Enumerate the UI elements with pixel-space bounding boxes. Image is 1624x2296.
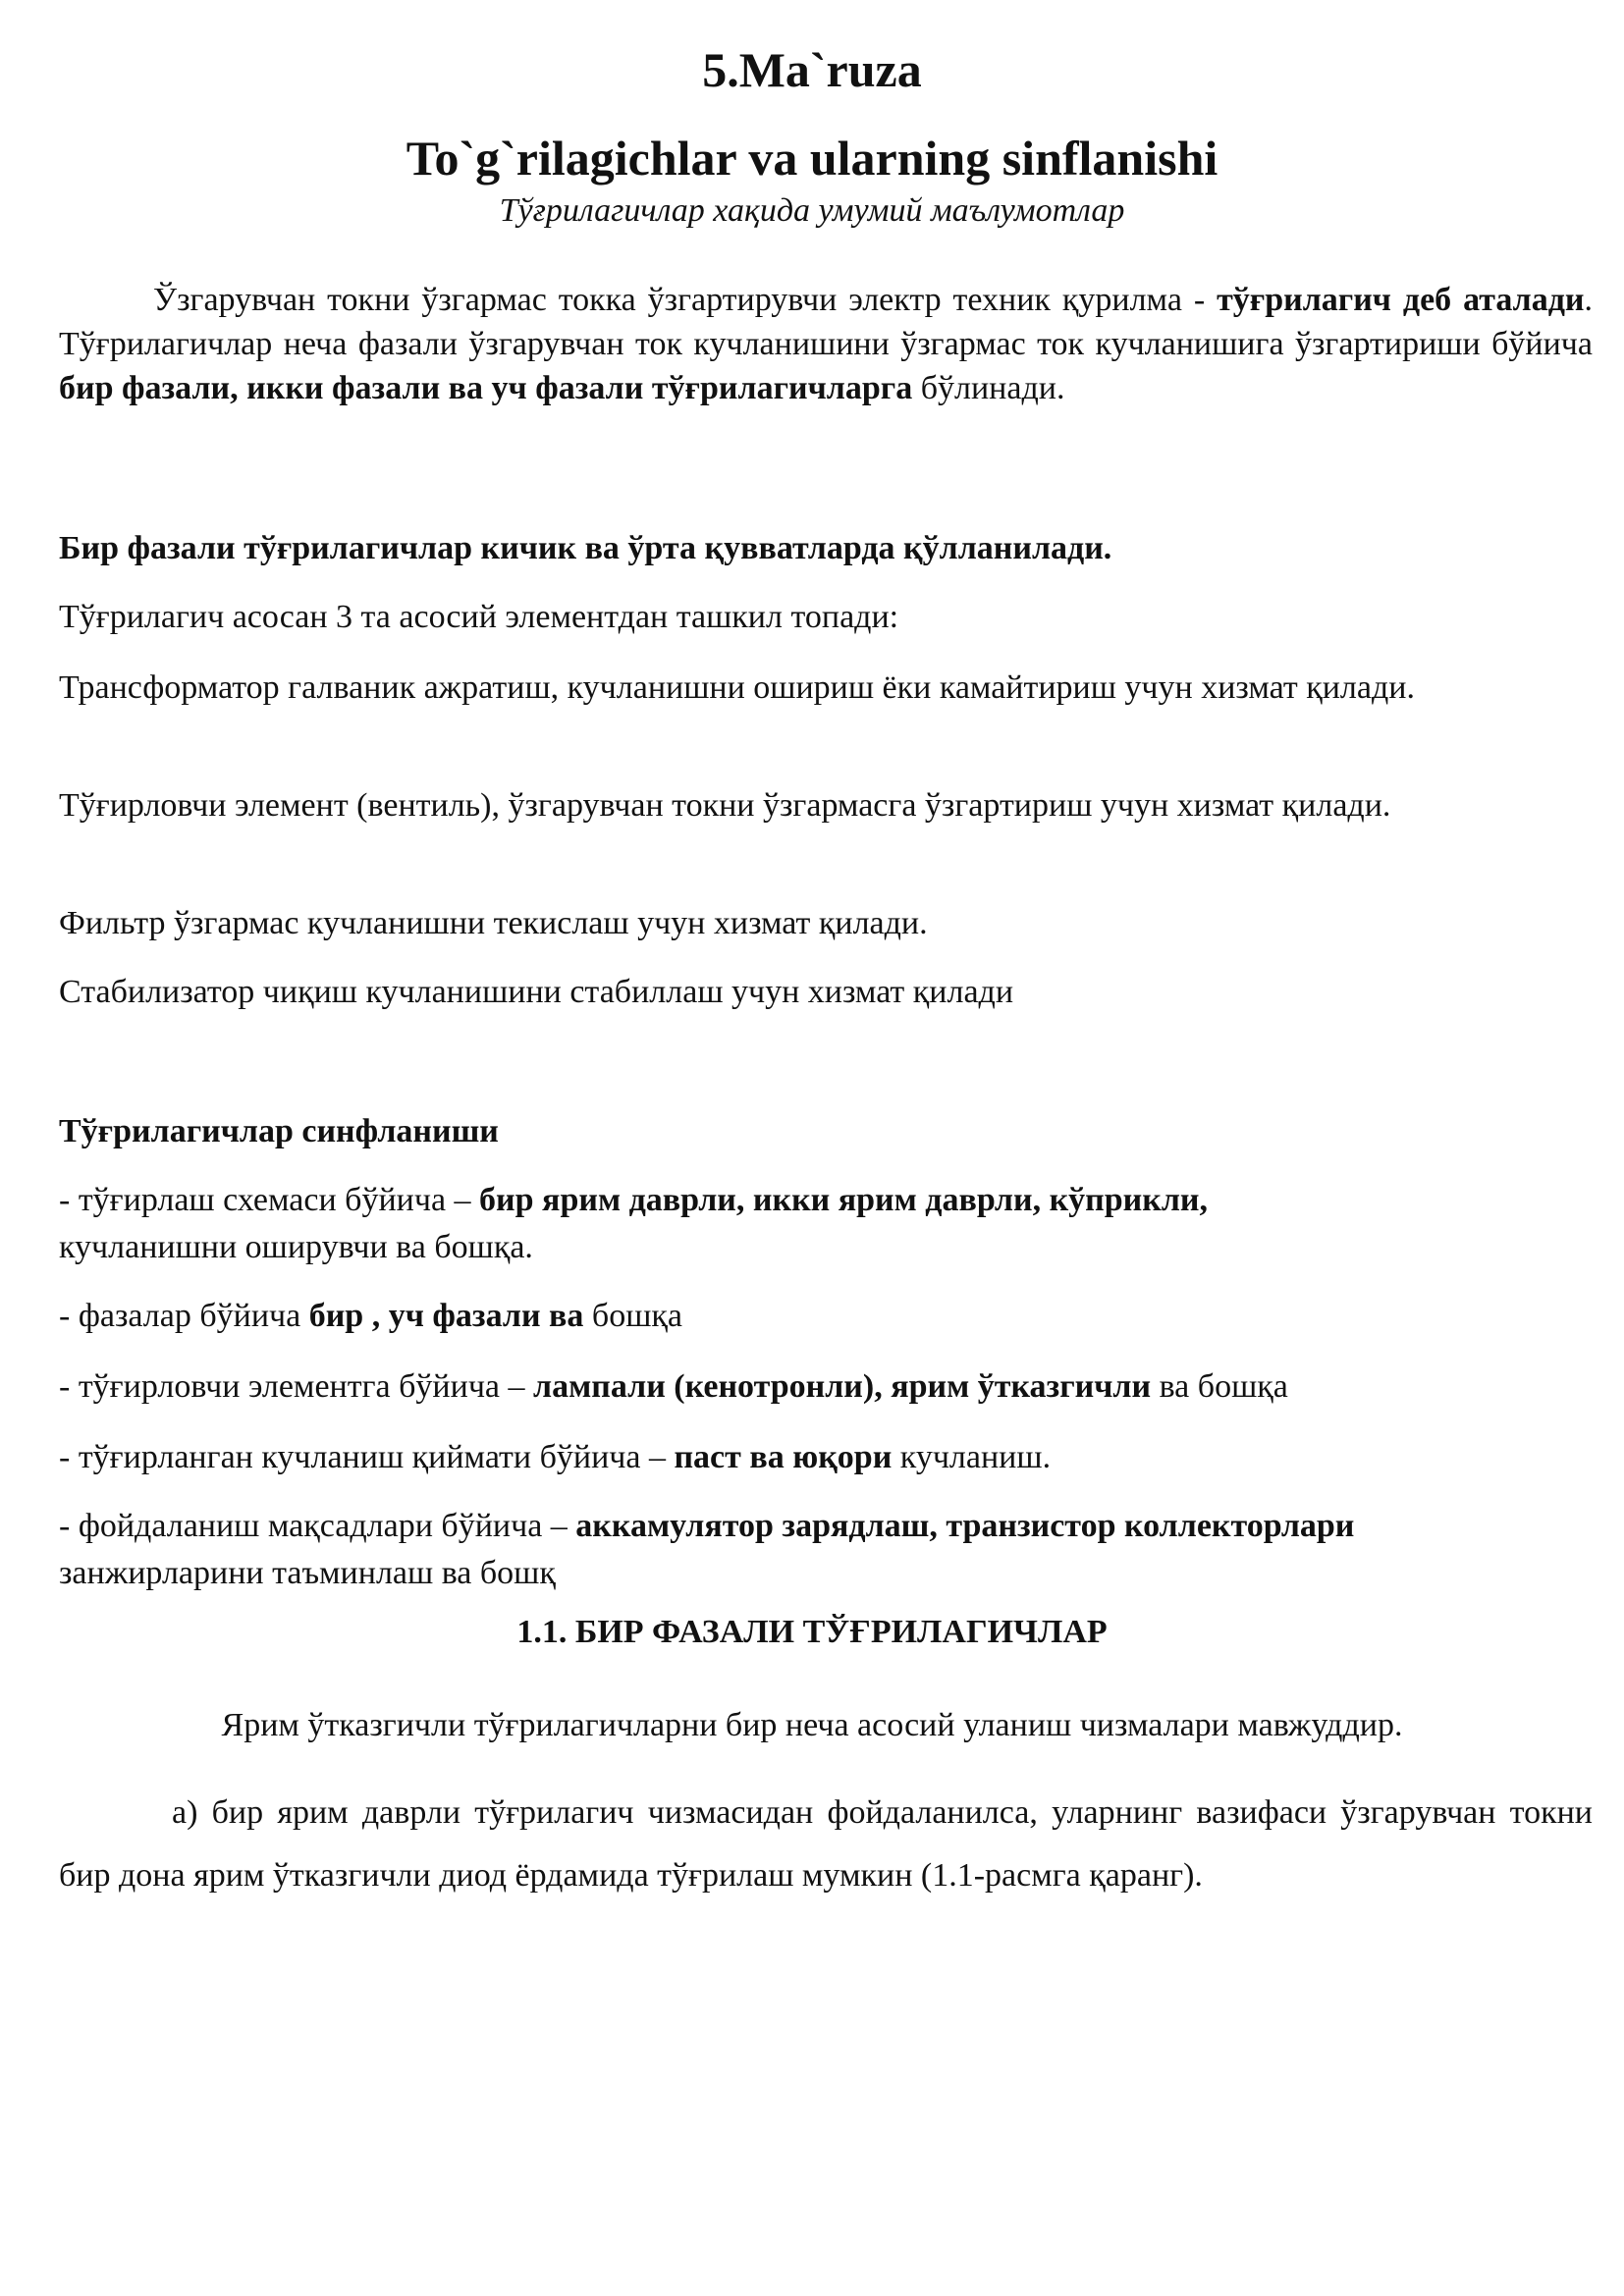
classification-item-4 <box>59 1435 1593 1480</box>
classification-item-1-cont: кучланишни оширувчи ва бошқа. <box>59 1229 533 1265</box>
classification-heading: Тўғрилагичлар синфланиши <box>59 1113 499 1149</box>
item-3-bold: лампали (кенотронли), ярим ўтказгичли <box>533 1368 1152 1405</box>
section1-heading: Бир фазали тўғрилагичлар кичик ва ўрта қувватларда қўлланилади. <box>59 530 1112 566</box>
lecture-number: 5.Ma`ruza <box>702 42 922 97</box>
classification-item-3 <box>59 1364 1593 1410</box>
intro-bold-1: тўғрилагич деб аталади <box>1217 282 1585 318</box>
section1-paragraph-1: Тўғрилагич асосан 3 та асосий элементдан ташкил топади: <box>59 599 899 635</box>
item-2-tail: бошқа <box>583 1298 682 1334</box>
section2-paragraph-2: а) бир ярим даврли тўғрилагич чизмасидан фойдаланилса, уларнинг вазифаси ўзгарувчан токни бир дона ярим ўтказгичли диод ёрдамида тўғрилаш мумкин (1.1-расмга қаранг). <box>59 1794 1593 1894</box>
item-3-text: - тўғирловчи элементга бўйича – <box>59 1368 534 1405</box>
intro-paragraph <box>59 278 1593 410</box>
classification-item-2 <box>59 1294 1593 1339</box>
page-subtitle: Тўғрилагичлар хақида умумий маълумотлар <box>499 192 1125 229</box>
item-2-bold: бир , уч фазали ва <box>308 1298 584 1334</box>
intro-text-2: . Тўғрилагичлар неча фазали ўзгарувчан ток кучланишини ўзгармас ток кучланишига ўзгартириши бўйича <box>59 282 1593 362</box>
classification-item-5-cont: занжирларини таъминлаш ва бошқ <box>59 1555 556 1591</box>
item-4-tail: кучланиш. <box>892 1439 1052 1475</box>
section2-paragraph-1: Ярим ўтказгичли тўғрилагичларни бир неча асосий уланиш чизмалари мавжуддир. <box>221 1707 1403 1743</box>
intro-bold-2: бир фазали, икки фазали ва уч фазали тўғрилагичларга <box>59 370 913 406</box>
item-4-bold: паст ва юқори <box>674 1439 893 1475</box>
item-4-text: - тўғирланган кучланиш қиймати бўйича – <box>59 1439 675 1475</box>
page-title: To`g`rilagichlar va ularning sinflanishi <box>406 131 1218 186</box>
intro-text-3: бўлинади. <box>912 370 1065 406</box>
section1-paragraph-2: Трансформатор галваник ажратиш, кучланишни ошириш ёки камайтириш учун хизмат қилади. <box>59 669 1415 706</box>
section1-paragraph-3: Тўғирловчи элемент (вентиль), ўзгарувчан токни ўзгармасга ўзгартириш учун хизмат қилади. <box>59 787 1391 824</box>
item-2-text: - фазалар бўйича <box>59 1298 309 1334</box>
section1-paragraph-4: Фильтр ўзгармас кучланишни текислаш учун хизмат қилади. <box>59 905 928 941</box>
classification-item-5 <box>59 1504 1593 1549</box>
intro-text-1: Ўзгарувчан токни ўзгармас токка ўзгартирувчи электр техник қурилма - <box>153 282 1218 318</box>
classification-item-1 <box>59 1178 1593 1223</box>
section1-paragraph-5: Стабилизатор чиқиш кучланишини стабиллаш учун хизмат қилади <box>59 974 1014 1010</box>
item-1-bold: бир ярим даврли, икки ярим даврли, кўприкли, <box>479 1182 1209 1218</box>
item-1-text: - тўғирлаш схемаси бўйича – <box>59 1182 480 1218</box>
item-3-tail: ва бошқа <box>1151 1368 1288 1405</box>
item-5-text: - фойдаланиш мақсадлари бўйича – <box>59 1508 576 1544</box>
item-5-bold: аккамулятор зарядлаш, транзистор коллекторлари <box>575 1508 1355 1544</box>
section2-heading: 1.1. БИР ФАЗАЛИ ТЎҒРИЛАГИЧЛАР <box>516 1614 1108 1650</box>
